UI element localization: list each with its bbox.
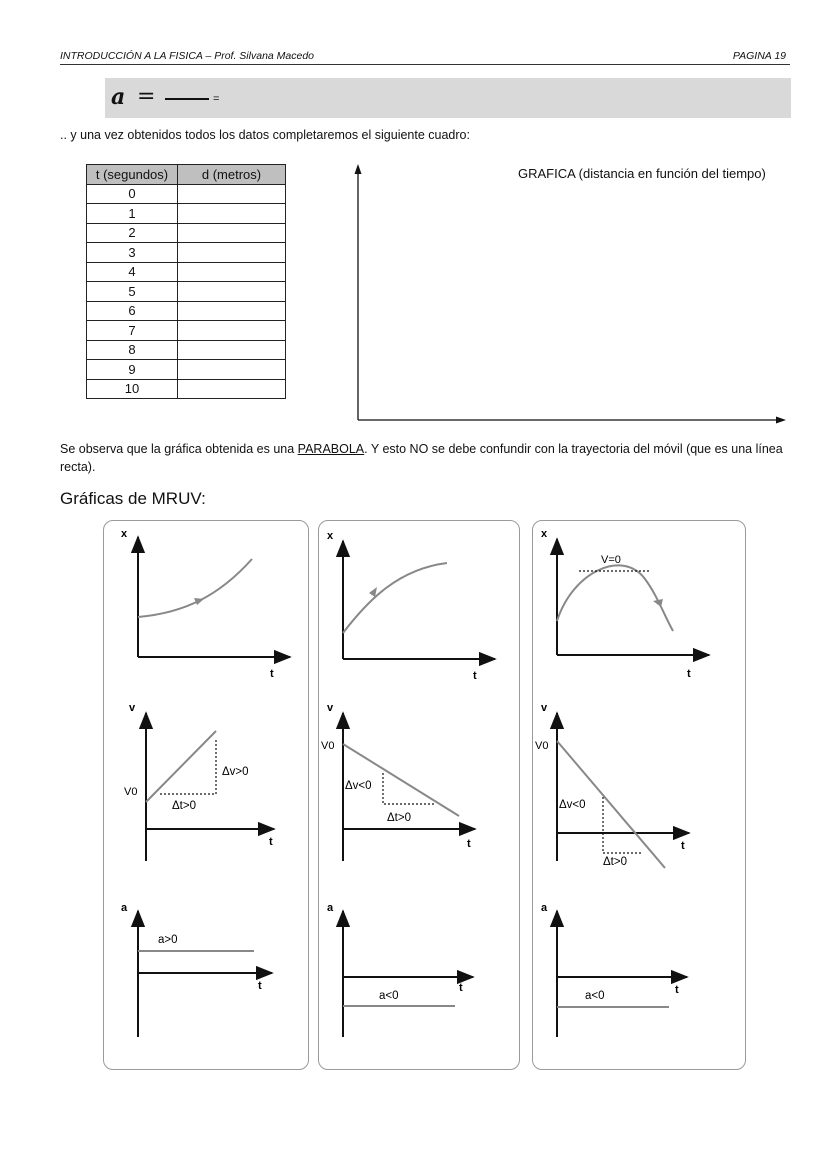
distance-cell	[178, 243, 286, 263]
time-cell: 2	[87, 223, 178, 243]
para-part-2: . Y esto	[364, 442, 410, 456]
empty-distance-graph	[350, 160, 795, 435]
page-number: PAGINA 19	[732, 50, 786, 62]
table-row	[87, 340, 286, 360]
xt-curve	[138, 559, 252, 617]
curve-arrow-icon	[194, 598, 204, 605]
time-cell: 0	[87, 184, 178, 204]
distance-cell	[178, 223, 286, 243]
para-underlined: PARABOLA	[297, 442, 365, 456]
table-row	[87, 379, 286, 399]
time-cell: 1	[87, 204, 178, 224]
label-dt-pos: Δt>0	[603, 856, 627, 868]
distance-cell	[178, 262, 286, 282]
label-t: t	[270, 668, 274, 680]
label-v: v	[129, 702, 136, 714]
table-row	[87, 321, 286, 341]
table-row	[87, 301, 286, 321]
para-part-1: Se observa que la gráfica obtenida es una	[60, 442, 298, 456]
delta-guides	[603, 797, 643, 853]
label-a: a	[541, 902, 548, 914]
label-dv-pos: Δv>0	[222, 766, 249, 778]
arrow-up-icon	[355, 164, 362, 174]
mruv-panel-reversal	[532, 520, 746, 1070]
header-title: INTRODUCCIÓN A LA FISICA – Prof. Silvana Macedo	[60, 50, 315, 62]
table-row	[87, 204, 286, 224]
delta-guides	[160, 740, 216, 794]
time-cell: 8	[87, 340, 178, 360]
label-a: a	[121, 902, 128, 914]
formula-small-equals: =	[213, 93, 220, 105]
table-row	[87, 223, 286, 243]
table-header-time: t (segundos)	[87, 165, 178, 185]
label-t: t	[467, 838, 471, 850]
para-part-3: se debe confundir con la trayectoria del móvil (que es una línea recta).	[60, 442, 783, 474]
distance-cell	[178, 301, 286, 321]
fraction-bar	[165, 98, 209, 100]
label-v0: V0	[321, 740, 335, 752]
label-t: t	[258, 980, 262, 992]
label-x: x	[121, 528, 128, 540]
label-v: v	[541, 702, 548, 714]
time-cell: 3	[87, 243, 178, 263]
data-table	[86, 164, 286, 399]
label-a-pos: a>0	[158, 934, 178, 946]
formula-equals: =	[137, 84, 156, 109]
label-t: t	[459, 982, 463, 994]
intro-text: .. y una vez obtenidos todos los datos completaremos el siguiente cuadro:	[60, 128, 470, 142]
table-header-distance: d (metros)	[178, 165, 286, 185]
time-cell: 6	[87, 301, 178, 321]
label-a-neg: a<0	[379, 990, 399, 1002]
time-cell: 10	[87, 379, 178, 399]
para-no: NO	[409, 442, 429, 456]
time-cell: 7	[87, 321, 178, 341]
label-dt-pos: Δt>0	[387, 812, 411, 824]
label-t: t	[675, 984, 679, 996]
label-dv-neg: Δv<0	[559, 799, 586, 811]
label-dt-pos: Δt>0	[172, 800, 196, 812]
table-row	[87, 184, 286, 204]
label-t: t	[681, 840, 685, 852]
formula-lhs: a	[111, 84, 126, 110]
label-v: v	[327, 702, 334, 714]
section-heading: Gráficas de MRUV:	[60, 489, 206, 508]
label-v-eq-0: V=0	[601, 554, 621, 566]
vt-line	[146, 731, 216, 802]
time-cell: 9	[87, 360, 178, 380]
label-x: x	[541, 528, 548, 540]
page-header	[60, 48, 790, 65]
label-a-neg: a<0	[585, 990, 605, 1002]
acceleration-formula	[105, 78, 791, 118]
distance-cell	[178, 282, 286, 302]
label-a: a	[327, 902, 334, 914]
table-row	[87, 360, 286, 380]
label-t: t	[687, 668, 691, 680]
delta-guides	[383, 773, 435, 804]
mruv-panel-negative	[318, 520, 520, 1070]
label-t: t	[269, 836, 273, 848]
distance-cell	[178, 321, 286, 341]
distance-cell	[178, 184, 286, 204]
xt-curve	[343, 563, 447, 633]
table-row	[87, 243, 286, 263]
label-x: x	[327, 530, 334, 542]
table-row	[87, 262, 286, 282]
graph-title: GRAFICA (distancia en función del tiempo)	[518, 166, 766, 181]
distance-cell	[178, 360, 286, 380]
mruv-panel-positive	[103, 520, 309, 1070]
observation-paragraph	[60, 440, 792, 476]
label-dv-neg: Δv<0	[345, 780, 372, 792]
label-v0: V0	[535, 740, 549, 752]
distance-cell	[178, 204, 286, 224]
distance-cell	[178, 340, 286, 360]
table-row	[87, 282, 286, 302]
distance-cell	[178, 379, 286, 399]
label-v0: V0	[124, 786, 138, 798]
time-cell: 5	[87, 282, 178, 302]
arrow-right-icon	[776, 417, 786, 424]
xt-curve	[557, 565, 673, 631]
time-cell: 4	[87, 262, 178, 282]
label-t: t	[473, 670, 477, 682]
